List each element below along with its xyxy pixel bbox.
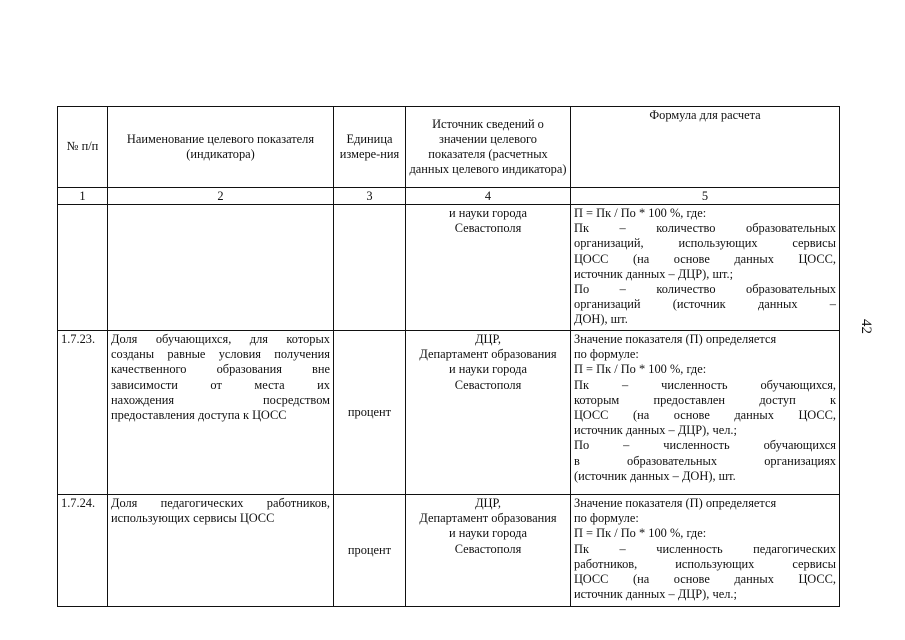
column-numbers-row	[58, 188, 840, 205]
formula-line: ЦОСС (на основе данных ЦОСС,	[574, 572, 836, 587]
formula-line: Значение показателя (П) определяется	[574, 496, 777, 510]
row-source	[406, 205, 571, 331]
formula-line: По – численность обучающихся	[574, 438, 836, 453]
formula-line: П = Пк / По * 100 %, где:	[574, 362, 707, 377]
row-source	[406, 331, 571, 495]
header-indicator-name: Наименование целевого показателя (индикатора)	[108, 107, 334, 188]
formula-line: ЦОСС (на основе данных ЦОСС,	[574, 251, 836, 266]
row-formula	[571, 205, 840, 331]
column-number: 3	[334, 188, 406, 205]
source-line: Севастополя	[454, 541, 522, 556]
formula-line: работников, использующих сервисы	[574, 556, 836, 571]
column-number: 5	[571, 188, 840, 205]
formula-line: П = Пк / По * 100 %, где:	[574, 206, 707, 220]
row-indicator-name	[108, 495, 334, 607]
formula-line: которым предоставлен доступ к	[574, 392, 836, 407]
row-formula	[571, 331, 840, 495]
source-line: Севастополя	[454, 221, 522, 236]
indicators-table	[57, 106, 840, 607]
formula-line: Пк – численность обучающихся,	[574, 377, 836, 392]
name-line: качественного образования вне	[111, 362, 330, 377]
formula-line: организаций, использующих сервисы	[574, 236, 836, 251]
column-number: 4	[406, 188, 571, 205]
header-formula: Формула для расчета	[571, 107, 840, 188]
formula-line: ДОН), шт.	[574, 312, 628, 327]
header-source: Источник сведений о значении целевого показателя (расчетных данных целевого индикатора)	[406, 107, 571, 188]
row-number: 1.7.23.	[58, 331, 108, 495]
source-line: ДЦР,	[475, 332, 501, 346]
table-row	[58, 495, 840, 607]
row-indicator-name	[108, 205, 334, 331]
table-row	[58, 331, 840, 495]
name-line: использующих сервисы ЦОСС	[111, 511, 275, 526]
formula-line: организаций (источник данных –	[574, 297, 836, 312]
row-number: 1.7.24.	[58, 495, 108, 607]
row-formula	[571, 495, 840, 607]
source-line: и науки города	[449, 206, 527, 220]
page-number: 42	[858, 319, 874, 334]
source-line: и науки города	[449, 526, 527, 541]
name-line: зависимости от места их	[111, 377, 330, 392]
table-header-row	[58, 107, 840, 188]
formula-line: источник данных – ДЦР), чел.;	[574, 587, 737, 602]
source-line: Департамент образования	[419, 511, 557, 526]
formula-line: источник данных – ДЦР), чел.;	[574, 423, 737, 438]
header-unit: Единица измере-ния	[334, 107, 406, 188]
formula-line: По – количество образовательных	[574, 282, 836, 297]
source-line: ДЦР,	[475, 496, 501, 510]
name-line: предоставления доступа к ЦОСС	[111, 408, 287, 423]
row-unit: процент	[334, 495, 406, 607]
formula-line: Пк – количество образовательных	[574, 221, 836, 236]
formula-line: по формуле:	[574, 347, 639, 362]
source-line: Департамент образования	[419, 347, 557, 362]
row-indicator-name	[108, 331, 334, 495]
row-unit: процент	[334, 331, 406, 495]
formula-line: П = Пк / По * 100 %, где:	[574, 526, 707, 541]
row-source	[406, 495, 571, 607]
row-unit	[334, 205, 406, 331]
row-number	[58, 205, 108, 331]
name-line: нахождения посредством	[111, 392, 330, 407]
formula-line: (источник данных – ДОН), шт.	[574, 468, 736, 483]
formula-line: Значение показателя (П) определяется	[574, 332, 777, 346]
source-line: Севастополя	[454, 377, 522, 392]
formula-line: по формуле:	[574, 511, 639, 526]
source-line: и науки города	[449, 362, 527, 377]
header-number: № п/п	[58, 107, 108, 188]
column-number: 1	[58, 188, 108, 205]
name-line: созданы равные условия получения	[111, 347, 330, 362]
formula-line: в образовательных организациях	[574, 453, 836, 468]
formula-line: источник данных – ДЦР), шт.;	[574, 266, 734, 281]
formula-line: Пк – численность педагогических	[574, 541, 836, 556]
name-line: Доля педагогических работников,	[111, 496, 330, 510]
formula-line: ЦОСС (на основе данных ЦОСС,	[574, 408, 836, 423]
table-row	[58, 205, 840, 331]
name-line: Доля обучающихся, для которых	[111, 332, 330, 346]
column-number: 2	[108, 188, 334, 205]
